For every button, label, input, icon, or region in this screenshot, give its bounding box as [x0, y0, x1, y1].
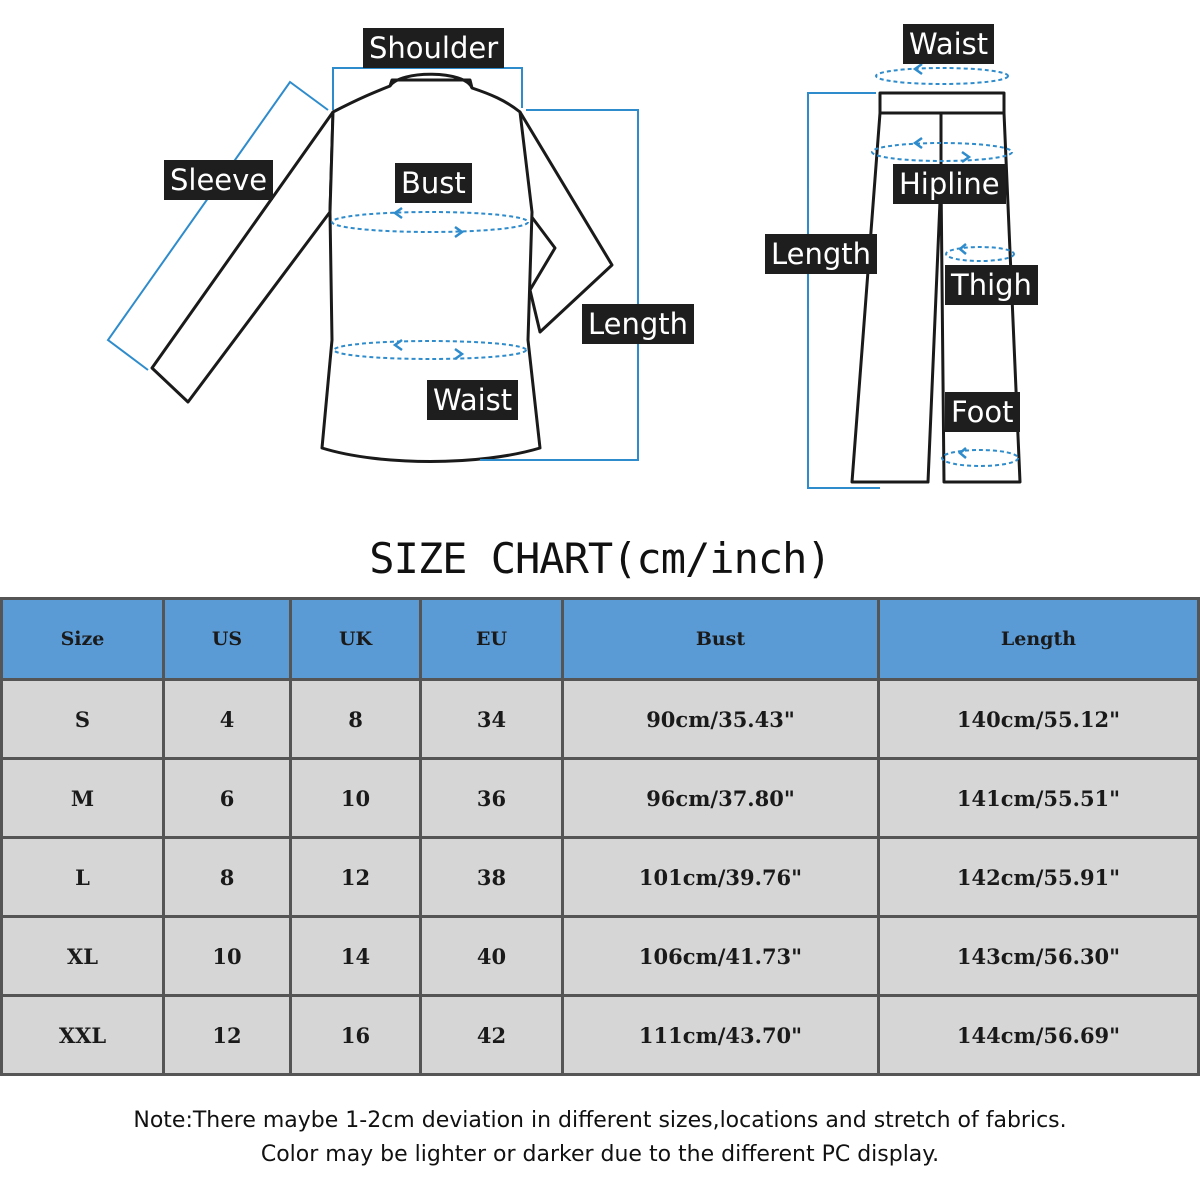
cell-uk: 12: [292, 839, 422, 918]
measurement-diagram: [0, 0, 1200, 520]
cell-length: 141cm/55.51": [880, 760, 1200, 839]
table-row: [0, 681, 1200, 760]
cell-us: 4: [165, 681, 292, 760]
garment-illustration: [0, 0, 1200, 520]
header-us: US: [165, 597, 292, 681]
cell-size: XL: [0, 918, 165, 997]
cell-size: S: [0, 681, 165, 760]
bust-label: Bust: [395, 163, 472, 203]
header-uk: UK: [292, 597, 422, 681]
cell-eu: 40: [422, 918, 564, 997]
table-row: [0, 839, 1200, 918]
cell-uk: 8: [292, 681, 422, 760]
table-row: [0, 760, 1200, 839]
cell-eu: 34: [422, 681, 564, 760]
top-garment-outline: [152, 74, 612, 461]
cell-bust: 106cm/41.73": [564, 918, 880, 997]
cell-bust: 90cm/35.43": [564, 681, 880, 760]
note-line-1: Note:There maybe 1-2cm deviation in different sizes,locations and stretch of fabrics.: [133, 1108, 1067, 1133]
header-length: Length: [880, 597, 1200, 681]
cell-us: 10: [165, 918, 292, 997]
shoulder-label: Shoulder: [363, 28, 504, 68]
pants-length-label: Length: [765, 234, 877, 274]
cell-us: 6: [165, 760, 292, 839]
cell-eu: 36: [422, 760, 564, 839]
table-row: [0, 918, 1200, 997]
cell-size: M: [0, 760, 165, 839]
note: [0, 1104, 1200, 1172]
cell-uk: 10: [292, 760, 422, 839]
cell-bust: 111cm/43.70": [564, 997, 880, 1076]
cell-length: 143cm/56.30": [880, 918, 1200, 997]
cell-uk: 14: [292, 918, 422, 997]
length-label: Length: [582, 304, 694, 344]
cell-eu: 42: [422, 997, 564, 1076]
cell-us: 12: [165, 997, 292, 1076]
sleeve-label: Sleeve: [164, 160, 273, 200]
header-bust: Bust: [564, 597, 880, 681]
cell-eu: 38: [422, 839, 564, 918]
size-chart-title: SIZE CHART(cm/inch): [369, 534, 831, 583]
cell-size: XXL: [0, 997, 165, 1076]
pants-waist-label: Waist: [903, 24, 994, 64]
table-row: [0, 997, 1200, 1076]
cell-length: 140cm/55.12": [880, 681, 1200, 760]
waist-label: Waist: [427, 380, 518, 420]
cell-us: 8: [165, 839, 292, 918]
cell-length: 144cm/56.69": [880, 997, 1200, 1076]
header-size: Size: [0, 597, 165, 681]
cell-size: L: [0, 839, 165, 918]
thigh-label: Thigh: [945, 265, 1038, 305]
header-eu: EU: [422, 597, 564, 681]
cell-uk: 16: [292, 997, 422, 1076]
table-header-row: [0, 597, 1200, 681]
cell-length: 142cm/55.91": [880, 839, 1200, 918]
size-table: [0, 597, 1200, 1076]
note-line-2: Color may be lighter or darker due to the different PC display.: [260, 1142, 940, 1167]
cell-bust: 101cm/39.76": [564, 839, 880, 918]
hipline-label: Hipline: [893, 164, 1006, 204]
foot-label: Foot: [945, 392, 1020, 432]
cell-bust: 96cm/37.80": [564, 760, 880, 839]
